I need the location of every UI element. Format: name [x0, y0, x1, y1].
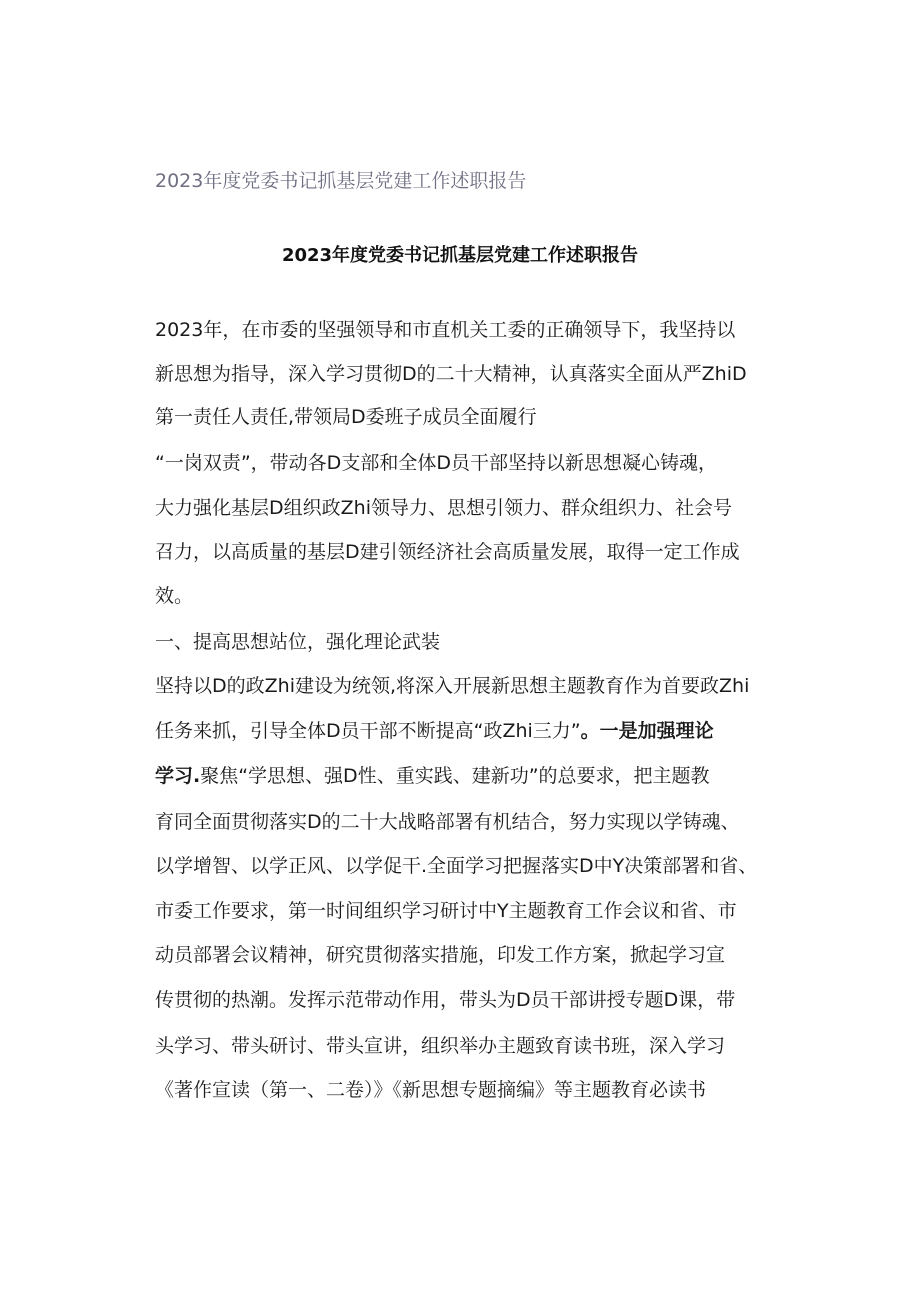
paragraph-line — [155, 764, 710, 788]
paragraph-text: 聚焦“学思想、强D性、重实践、建新功”的总要求，把主题教 — [200, 765, 710, 787]
intro-line: 第一责任人责任,带领局D委班子成员全面履行 — [155, 406, 537, 428]
paragraph-line: 头学习、带头研讨、带头宣讲，组织举办主题致育读书班，深入学习 — [155, 1035, 726, 1057]
intro-line: 效。 — [155, 585, 194, 607]
intro-line: 新思想为指导，深入学习贯彻D的二十大精神，认真落实全面从严ZhiD — [155, 363, 747, 385]
emphasis-text: 学习. — [155, 765, 201, 787]
paragraph-line: 动员部署会议精神，研究贯彻落实措施，印发工作方案，掀起学习宣 — [155, 944, 726, 966]
document-title: 2023年度党委书记抓基层党建工作述职报告 — [281, 245, 639, 266]
paragraph-line: 以学增智、以学正风、以学促干.全面学习把握落实D中Y决策部署和省、 — [155, 855, 758, 877]
paragraph-line: 市委工作要求，第一时间组织学习研讨中Y主题教育工作会议和省、市 — [155, 900, 737, 922]
paragraph-line: 传贯彻的热潮。发挥示范带动作用，带头为D员干部讲授专题D课，带 — [155, 989, 736, 1011]
intro-line: “一岗双责”，带动各D支部和全体D员干部坚持以新思想凝心铸魂， — [155, 452, 717, 474]
paragraph-line: 《著作宣读（第一、二卷）》《新思想专题摘编》等主题教育必读书 — [155, 1079, 707, 1101]
intro-line: 召力，以高质量的基层D建引领经济社会高质量发展，取得一定工作成 — [155, 541, 740, 563]
emphasis-text: 。一是加强理论 — [580, 720, 714, 742]
paragraph-line: 育同全面贯彻落实D的二十大战略部署有机结合，努力实现以学铸魂、 — [155, 811, 740, 833]
running-header-title: 2023年度党委书记抓基层党建工作述职报告 — [155, 170, 527, 192]
paragraph-line — [155, 719, 714, 743]
intro-line: 大力强化基层D组织政Zhi领导力、思想引领力、群众组织力、社会号 — [155, 497, 732, 519]
paragraph-text: 任务来抓，引导全体D员干部不断提高“政Zhi三力” — [155, 720, 581, 742]
intro-line: 2023年，在市委的坚强领导和市直机关工委的正确领导下，我坚持以 — [155, 319, 736, 341]
section-heading: 一、提高思想站位，强化理论武装 — [155, 631, 441, 653]
paragraph-line: 坚持以D的政Zhi建设为统领,将深入开展新思想主题教育作为首要政Zhi — [155, 675, 750, 697]
